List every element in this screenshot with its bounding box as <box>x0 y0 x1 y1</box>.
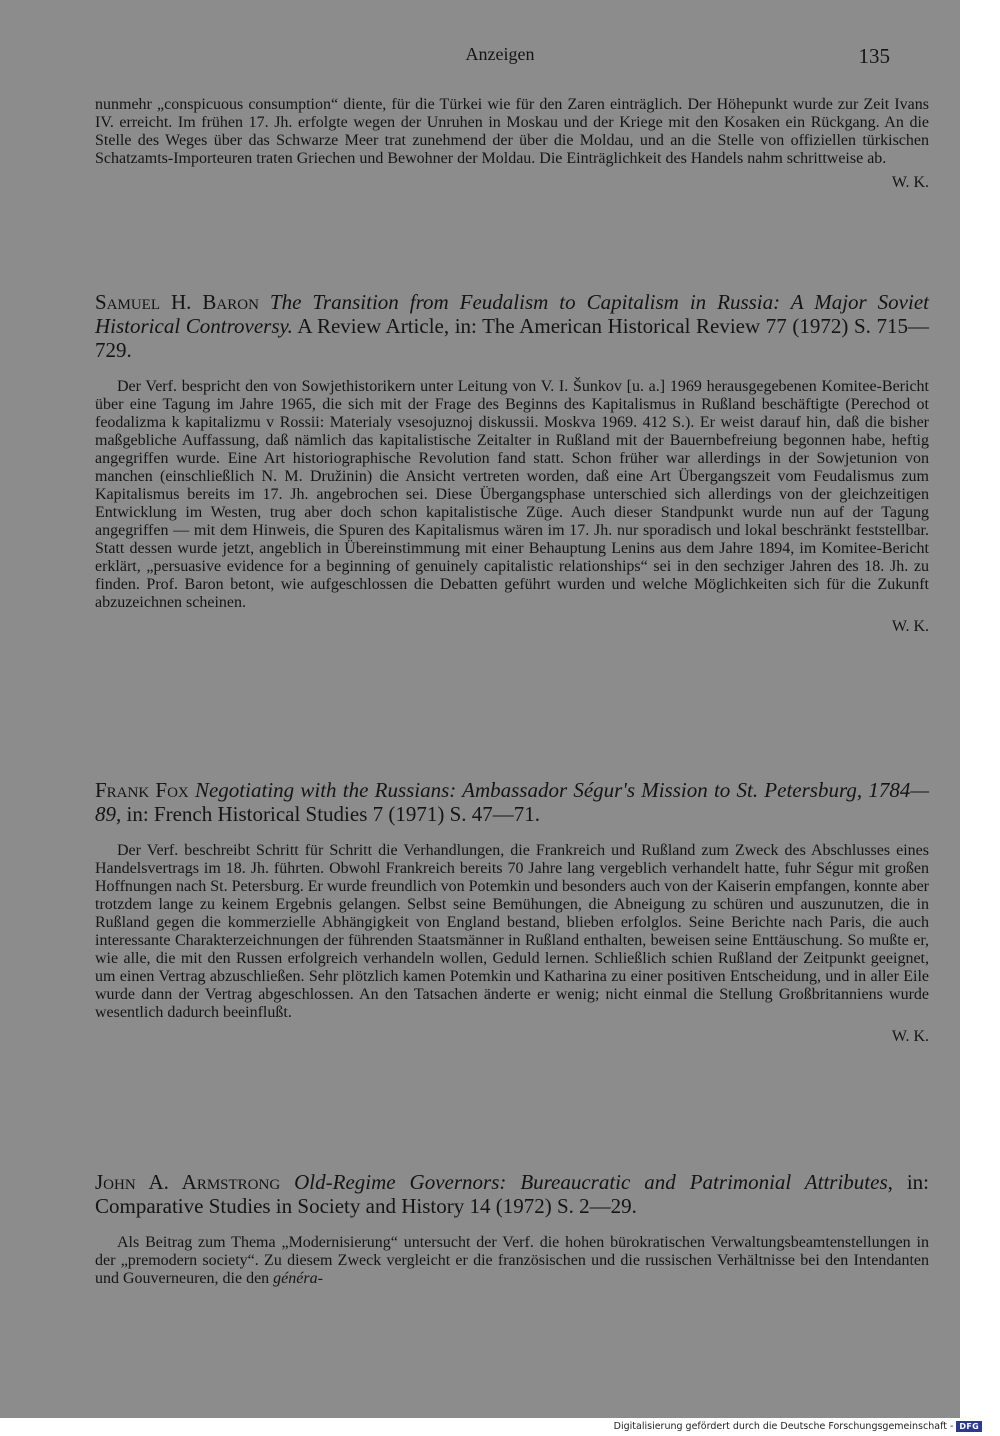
review-fox-citation <box>95 778 929 826</box>
review-baron-title: The Transition from Feudalism to Capitalism in Russia: A Major Soviet Historical Controversy. <box>95 290 929 338</box>
review-armstrong <box>95 1170 929 1288</box>
review-armstrong-body-italic: généra- <box>273 1270 323 1287</box>
review-armstrong-citation <box>95 1170 929 1218</box>
digitization-footer <box>614 1421 982 1432</box>
dfg-logo: DFG <box>956 1421 982 1432</box>
review-armstrong-author: John A. Armstrong <box>95 1170 281 1194</box>
intro-paragraph: nunmehr „conspicuous consumption“ diente, für die Türkei wie für den Zaren einträglich. Der Höhepunkt wurde zur Zeit Ivans IV. erreicht. Im frühen 17. Jh. erfolgte wegen der Unruhen in Moskau und der Kriege mit den Kosaken ein Rückgang. An die Stelle des Weges über das Schwarze Meer trat zunehmend der über die Moldau, und an die Stelle von offiziellen türkischen Schatzamts-Importeuren traten Griechen und Bewohner der Moldau. Die Einträglichkeit des Handels nahm schrittweise ab. <box>95 96 929 167</box>
review-baron-author: Samuel H. Baron <box>95 290 259 314</box>
intro-section <box>95 96 929 192</box>
review-baron-body: Der Verf. bespricht den von Sowjethistorikern unter Leitung von V. I. Šunkov [u. a.] 1969 herausgegebenen Komitee-Bericht über eine Tagung im Jahre 1965, die sich mit der Frage des Beginns des Kapitalismus in Rußland beschäftigte (Perechod ot feodalizma k kapitalizmu v Rossii: Materialy vsesojuznoj diskussii. Moskva 1969. 412 S.). Er weist darauf hin, daß die bisher maßgebliche Auffassung, daß nämlich das kapitalistische Zeitalter in Rußland mit der Bauernbefreiung begonnen habe, heftig angegriffen wurde. Eine Art historiographische Revolution fand statt. Schon früher war allerdings in der Sowjetunion von manchen (einschließlich N. M. Družinin) die Ansicht vertreten worden, daß eine Art Übergangszeit vom Feudalismus zum Kapitalismus bereits im 17. Jh. angebrochen sei. Diese Übergangsphase unterschied sich allerdings von der gleichzeitigen Entwicklung im Westen, trug aber doch schon kapitalistische Züge. Auch dieser Standpunkt wurde nun auf der Tagung angegriffen — mit dem Hinweis, die Spuren des Kapitalismus wären im 17. Jh. nur sporadisch und lokal beschränkt feststellbar. Statt dessen wurde jetzt, angeblich in Übereinstimmung mit einer Behauptung Lenins aus dem Jahre 1894, im Komitee-Bericht erklärt, „persuasive evidence for a beginning of genuinely capitalistic relationships“ sei in den sechziger Jahren des 18. Jh. zu finden. Prof. Baron betont, wie aufgeschlossen die Debatten geführt wurden und welche Möglichkeiten sich für die Zukunft abzuzeichnen scheinen. <box>95 378 929 611</box>
review-armstrong-source: in: Comparative Studies in Society and History 14 (1972) S. 2—29. <box>95 1170 930 1218</box>
review-armstrong-body-text: Als Beitrag zum Thema „Modernisierung“ untersucht der Verf. die hohen bürokratischen Verwaltungsbeamtenstellungen in der „premodern society“. Zu diesem Zweck vergleicht er die französischen und die russischen Verhältnisse bei den Intendanten und Gouverneuren, die den <box>95 1234 929 1287</box>
footer-text: Digitalisierung gefördert durch die Deutsche Forschungsgemeinschaft - <box>613 1421 954 1432</box>
review-armstrong-title: Old-Regime Governors: Bureaucratic and Patrimonial Attributes, <box>294 1170 893 1194</box>
review-baron-source: A Review Article, in: The American Historical Review 77 (1972) S. 715—729. <box>95 314 929 362</box>
review-baron-initials: W. K. <box>891 618 929 635</box>
review-fox-initials: W. K. <box>891 1028 929 1045</box>
review-armstrong-body <box>95 1234 929 1288</box>
review-fox-author: Frank Fox <box>95 778 189 802</box>
review-fox <box>95 778 929 1046</box>
review-fox-body: Der Verf. beschreibt Schritt für Schritt die Verhandlungen, die Frankreich und Rußland zum Zweck des Abschlusses eines Handelsvertrags im 18. Jh. führten. Obwohl Frankreich bereits 70 Jahre lang vergeblich verhandelt hatte, fuhr Ségur mit großen Hoffnungen nach St. Petersburg. Er wurde freundlich von Potemkin und besonders auch von der Kaiserin empfangen, konnte aber trotzdem lange zu keinem Ergebnis gelangen. Selbst seine Bemühungen, die Abneigung zu schüren und auszunutzen, die in Rußland gegen die kommerzielle Abhängigkeit von England bestand, blieben erfolglos. Seine Berichte nach Paris, die auch interessante Charakterzeichnungen der führenden Staatsmänner in Rußland enthalten, beweisen seine Enttäuschung. So mußte er, wie alle, die mit den Russen erfolgreich verhandeln wollen, Geduld lernen. Schließlich schien Rußland der Zeitpunkt geeignet, um einen Vertrag abzuschließen. Sehr plötzlich kamen Potemkin und Katharina zu einer positiven Entscheidung, und in aller Eile wurde dann der Vertrag abgeschlossen. An den Tatsachen änderte er wenig; nicht einmal die Stellung Großbritanniens wurde wesentlich dadurch beeinflußt. <box>95 842 929 1021</box>
review-fox-title: Negotiating with the Russians: Ambassador Ségur's Mission to St. Petersburg, 1784—89, <box>95 778 929 826</box>
page-number: 135 <box>858 44 890 68</box>
review-fox-source: in: French Historical Studies 7 (1971) S. 47—71. <box>121 802 541 826</box>
running-header: Anzeigen <box>465 44 535 64</box>
intro-initials: W. K. <box>891 174 929 191</box>
review-baron <box>95 290 929 636</box>
review-baron-citation <box>95 290 929 362</box>
